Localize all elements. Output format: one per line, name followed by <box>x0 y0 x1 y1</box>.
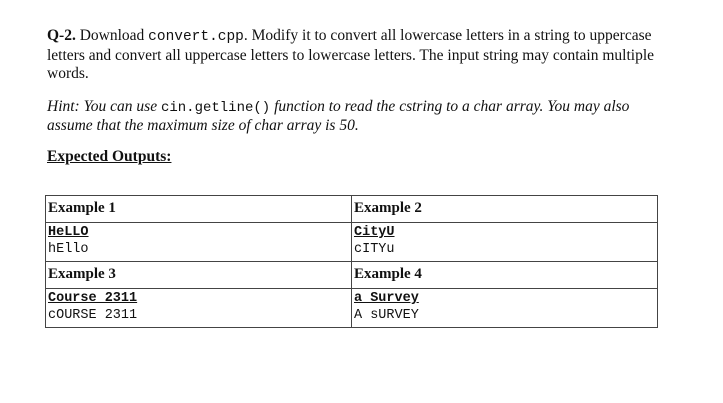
question-text-start: Download <box>75 27 149 44</box>
document-body <box>47 27 667 166</box>
example-4-output: A sURVEY <box>354 308 419 323</box>
question-number: Q-2. <box>47 27 76 44</box>
example-1-io <box>46 223 352 262</box>
table-row <box>46 223 658 262</box>
question-paragraph <box>47 27 667 84</box>
example-3-title: Example 3 <box>46 262 352 289</box>
example-3-input: Course 2311 <box>48 291 138 306</box>
example-1-output: hEllo <box>48 242 89 257</box>
example-4-io <box>352 289 658 328</box>
example-4-input: a Survey <box>354 291 419 306</box>
example-3-io <box>46 289 352 328</box>
example-2-title: Example 2 <box>352 196 658 223</box>
example-2-input: CityU <box>354 225 395 240</box>
expected-outputs-heading: Expected Outputs: <box>47 147 172 165</box>
hint-text-start: Hint: You can use <box>47 97 161 115</box>
example-1-title: Example 1 <box>46 196 352 223</box>
example-2-io <box>352 223 658 262</box>
hint-paragraph <box>47 98 667 136</box>
table-row <box>46 262 658 289</box>
table-row <box>46 289 658 328</box>
example-1-input: HeLLO <box>48 225 89 240</box>
example-3-output: cOURSE 2311 <box>48 308 138 323</box>
hint-text-end: function to read the cstring to a char array. You may also assume that the maximum size of char array is 50. <box>47 97 630 134</box>
example-4-title: Example 4 <box>352 262 658 289</box>
example-2-output: cITYu <box>354 242 395 257</box>
getline-code: cin.getline() <box>160 99 271 116</box>
examples-table <box>45 195 658 328</box>
question-text-end: . Modify it to convert all lowercase letters in a string to uppercase letters and convert all uppercase letters to lowercase letters. The input string may contain multiple words. <box>47 27 655 82</box>
table-row <box>46 196 658 223</box>
file-name-code: convert.cpp <box>148 29 244 45</box>
